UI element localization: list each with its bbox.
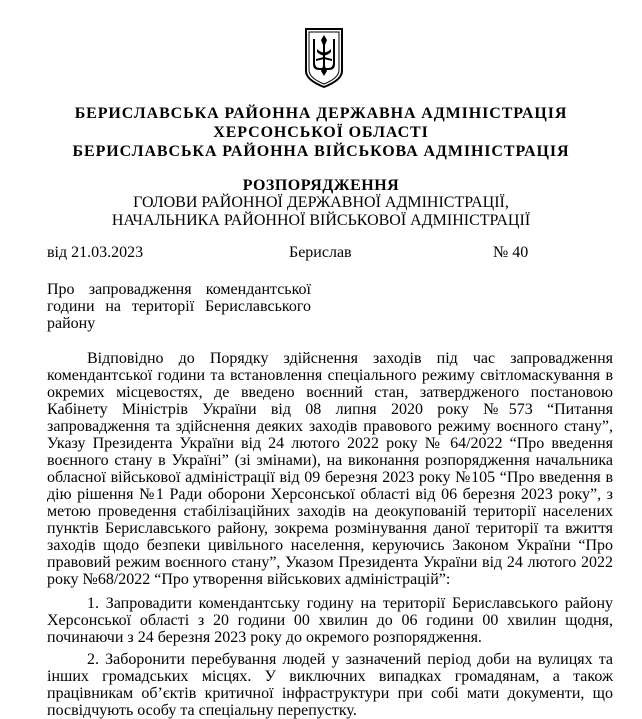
issuer-line-1: ГОЛОВИ РАЙОННОЇ ДЕРЖАВНОЇ АДМІНІСТРАЦІЇ, [133, 194, 509, 211]
issuer-line-2: НАЧАЛЬНИКА РАЙОННОЇ ВІЙСЬКОВОЇ АДМІНІСТРАЦІЇ [111, 212, 531, 229]
preamble-paragraph: Відповідно до Порядку здійснення заходів під час запровадження комендантської години та встановлення спеціального режиму світломаскування в окремих місцевостях, де введено воєнний стан, затвердженого постановою Кабінету Міністрів України від 08 липня 2020 року №573 “Питання запровадження та здійснення деяких заходів правового режиму воєнного стану”, Указу Президента України від 24 лютого 2022 року № 64/2022 “Про введення воєнного стану в Україні” (зі змінами), на виконання розпорядження начальника обласної військової адміністрації від 09 березня 2023 року №105 “Про введення в дію рішення №1 Ради оборони Херсонської області від 06 березня 2023 року”, з метою проведення стабілізаційних заходів на деокупованій території населених пунктів Бериславського району, зокрема розмінування даної території та вжиття заходів щодо безпеки цивільного населення, керуючись Законом України “Про правовий режим воєнного стану”, Указом Президента України від 24 лютого 2022 року №68/2022 “Про утворення військових адміністрацій”: [47, 350, 613, 588]
header-line-1: БЕРИСЛАВСЬКА РАЙОННА ДЕРЖАВНА АДМІНІСТРАЦІЯ [74, 105, 568, 122]
item-1-paragraph: 1. Запровадити комендантську годину на території Бериславського району Херсонської області з 20 години 00 хвилин до 06 години 00 хвилин щодня, починаючи з 24 березня 2023 року до окремого розпорядження. [47, 595, 613, 646]
header-line-2: ХЕРСОНСЬКОЇ ОБЛАСТІ [213, 124, 429, 141]
item-2-paragraph: 2. Заборонити перебування людей у зазначений період доби на вулицях та інших громадських місцях. У виключних випадках громадянам, а також працівникам об’єктів критичної інфраструктури при собі мати документи, що посвідчують особу та спеціальну перепустку. [47, 651, 613, 719]
ukraine-trident-icon [303, 27, 345, 89]
document-number: № 40 [493, 244, 529, 261]
document-subject: Про запровадження комендантської години на території Бериславського району [47, 281, 311, 332]
document-title: РОЗПОРЯДЖЕННЯ [242, 177, 400, 194]
header-line-3: БЕРИСЛАВСЬКА РАЙОННА ВІЙСЬКОВА АДМІНІСТРАЦІЯ [72, 143, 570, 160]
document-date: від 21.03.2023 [47, 244, 144, 261]
document-place: Берислав [289, 244, 352, 261]
